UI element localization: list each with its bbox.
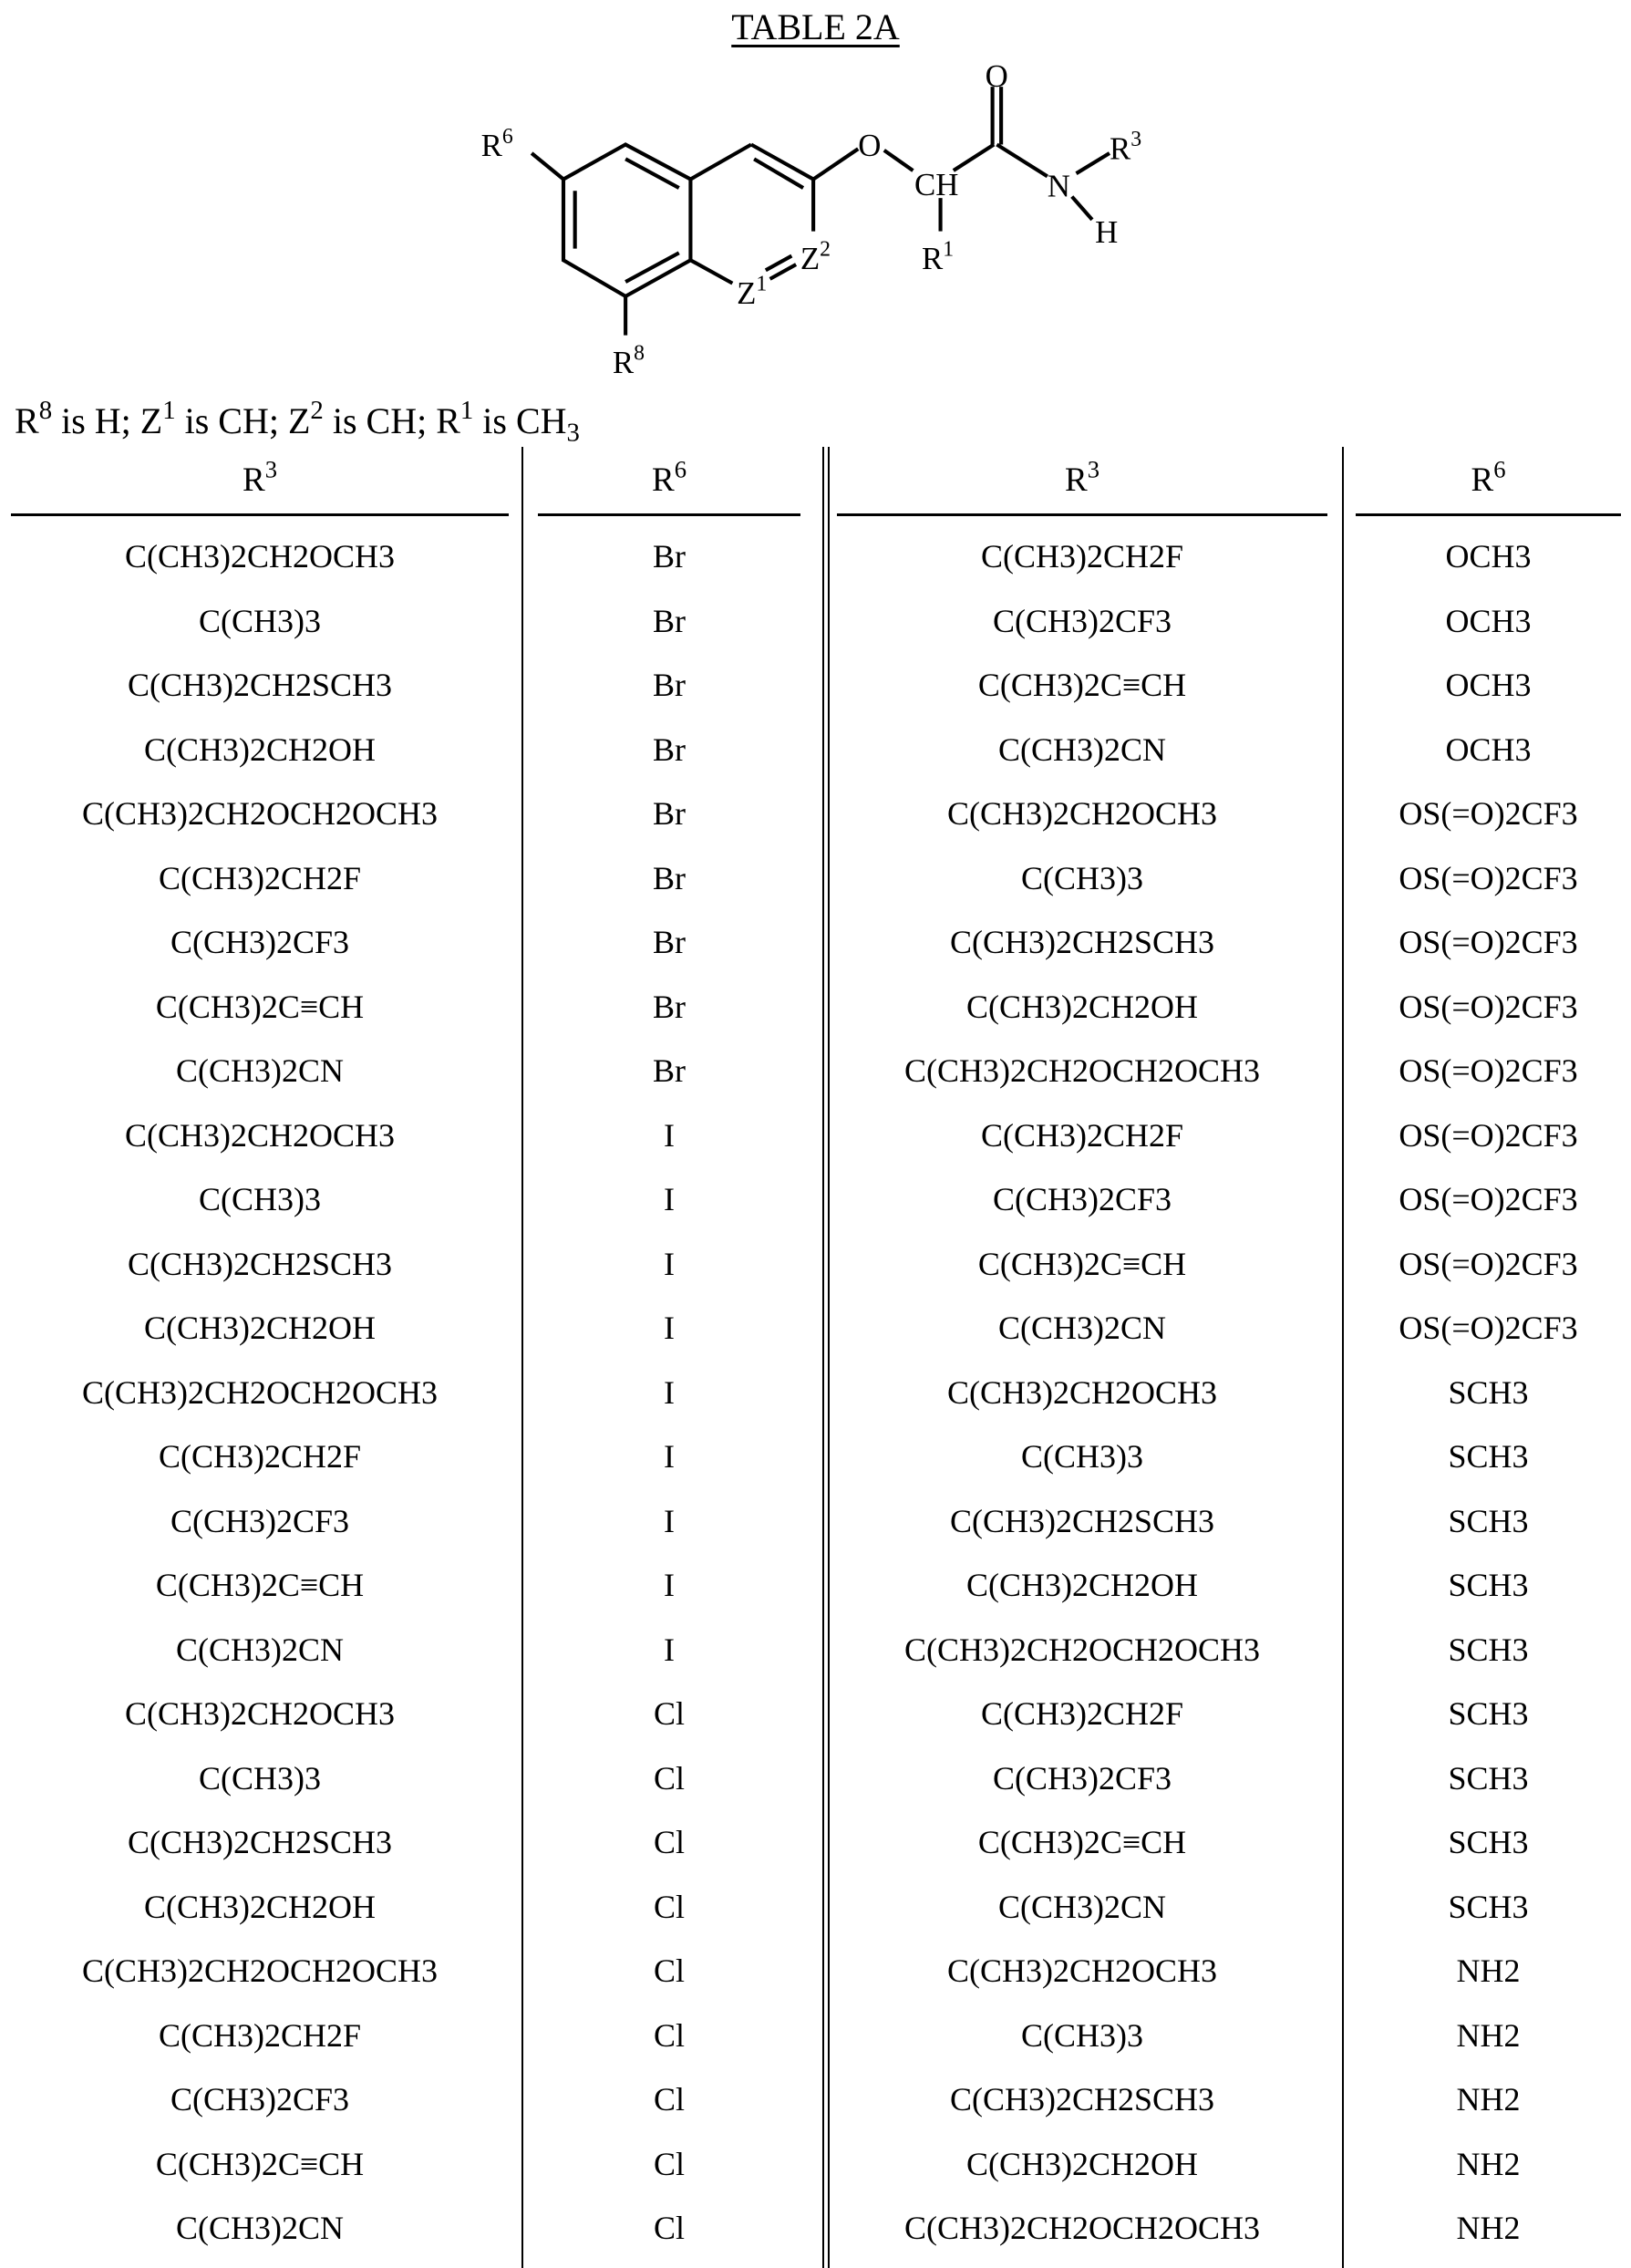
cell-r3-right: C(CH3)2CH2SCH3 [837,910,1327,974]
cell-r6-left: I [538,1618,800,1682]
cell-r6-left: I [538,1296,800,1360]
cell-r3-right: C(CH3)2CH2OCH3 [837,1361,1327,1424]
cell-r3-right: C(CH3)2CH2OCH2OCH3 [837,1039,1327,1103]
cell-r6-right: SCH3 [1356,1746,1621,1810]
cell-r6-left: I [538,1167,800,1231]
cell-r3-right: C(CH3)2C≡CH [837,1810,1327,1874]
cell-r3-left: C(CH3)2CF3 [11,910,509,974]
label-r8: R8 [613,342,645,380]
cell-r3-left: C(CH3)3 [11,589,509,653]
cell-r3-right: C(CH3)2CN [837,718,1327,782]
header-r3-left: R3 [11,461,509,500]
cell-r3-left: C(CH3)2CH2OCH2OCH3 [11,1361,509,1424]
cell-r6-left: I [538,1489,800,1553]
cell-r6-right: OS(=O)2CF3 [1356,782,1621,845]
cell-r6-left: Cl [538,1746,800,1810]
cell-r6-left: Cl [538,1875,800,1939]
cell-r6-left: Cl [538,2067,800,2131]
cell-r3-right: C(CH3)3 [837,1424,1327,1488]
condition-text: R8 is H; Z1 is CH; Z2 is CH; R1 is CH3 [15,399,580,442]
cell-r3-right: C(CH3)2CH2OCH2OCH3 [837,2196,1327,2260]
cell-r3-right: C(CH3)2CH2F [837,524,1327,588]
cell-r6-right: OCH3 [1356,589,1621,653]
cell-r6-right: OS(=O)2CF3 [1356,1232,1621,1296]
cell-r6-right: NH2 [1356,2004,1621,2067]
label-n: N [1048,169,1070,204]
cell-r3-right: C(CH3)2CH2OCH2OCH3 [837,1618,1327,1682]
cell-r6-left: Cl [538,1939,800,2003]
cell-r6-right: OS(=O)2CF3 [1356,910,1621,974]
cell-r3-left: C(CH3)3 [11,1167,509,1231]
cell-r3-right: C(CH3)2CH2F [837,1682,1327,1745]
cell-r6-left: I [538,1103,800,1167]
cell-r6-left: Cl [538,1810,800,1874]
header-rule [1356,513,1621,516]
cell-r3-left: C(CH3)2CH2OH [11,718,509,782]
cell-r6-right: OCH3 [1356,524,1621,588]
cell-r3-left: C(CH3)2CH2SCH3 [11,653,509,717]
cell-r3-left: C(CH3)2CH2OH [11,1875,509,1939]
cell-r3-left: C(CH3)2CH2OCH2OCH3 [11,1939,509,2003]
cell-r6-left: Cl [538,2196,800,2260]
label-ch: CH [914,167,958,202]
cell-r3-left: C(CH3)2CH2OH [11,1296,509,1360]
cell-r3-right: C(CH3)3 [837,2004,1327,2067]
cell-r6-left: Br [538,782,800,845]
cell-r3-left: C(CH3)2CH2OCH3 [11,1103,509,1167]
cell-r3-right: C(CH3)2C≡CH [837,653,1327,717]
cell-r6-left: Br [538,524,800,588]
cell-r3-right: C(CH3)2CH2OCH3 [837,1939,1327,2003]
cell-r6-left: Br [538,975,800,1039]
column-divider-double-b [828,447,830,2268]
cell-r6-left: I [538,1361,800,1424]
cell-r3-left: C(CH3)2CH2F [11,846,509,910]
cell-r3-right: C(CH3)2CH2OCH3 [837,782,1327,845]
table-title: TABLE 2A [0,5,1631,48]
cell-r6-right: OS(=O)2CF3 [1356,1296,1621,1360]
cell-r3-left: C(CH3)2CH2OCH3 [11,524,509,588]
header-rule [538,513,800,516]
cell-r3-left: C(CH3)2CH2OCH3 [11,1682,509,1745]
cell-r3-left: C(CH3)3 [11,1746,509,1810]
cell-r6-right: SCH3 [1356,1810,1621,1874]
cell-r6-left: I [538,1424,800,1488]
cell-r3-right: C(CH3)2CH2OH [837,2132,1327,2196]
cell-r3-left: C(CH3)2C≡CH [11,2132,509,2196]
cell-r3-right: C(CH3)2CN [837,1296,1327,1360]
cell-r6-right: SCH3 [1356,1361,1621,1424]
cell-r6-left: Br [538,653,800,717]
cell-r6-right: OCH3 [1356,653,1621,717]
cell-r6-left: Cl [538,1682,800,1745]
cell-r3-right: C(CH3)2CH2SCH3 [837,2067,1327,2131]
cell-r3-left: C(CH3)2CH2F [11,2004,509,2067]
cell-r6-right: NH2 [1356,2196,1621,2260]
cell-r3-right: C(CH3)2CN [837,1875,1327,1939]
cell-r3-left: C(CH3)2CH2SCH3 [11,1810,509,1874]
cell-r3-left: C(CH3)2CF3 [11,2067,509,2131]
cell-r3-left: C(CH3)2CH2F [11,1424,509,1488]
label-r1: R1 [922,238,954,276]
cell-r3-left: C(CH3)2C≡CH [11,1553,509,1617]
label-h: H [1095,214,1118,250]
benzene-ring [563,145,690,296]
header-r6-right: R6 [1356,461,1621,500]
column-divider [521,447,523,2268]
cell-r6-right: SCH3 [1356,1682,1621,1745]
cell-r6-right: SCH3 [1356,1424,1621,1488]
cell-r3-right: C(CH3)2CF3 [837,1167,1327,1231]
cell-r6-right: SCH3 [1356,1618,1621,1682]
header-rule [837,513,1327,516]
cell-r3-left: C(CH3)2CH2OCH2OCH3 [11,782,509,845]
cell-r6-left: Br [538,846,800,910]
cell-r6-right: OS(=O)2CF3 [1356,975,1621,1039]
cell-r3-left: C(CH3)2C≡CH [11,975,509,1039]
cell-r3-left: C(CH3)2CN [11,2196,509,2260]
cell-r3-right: C(CH3)2C≡CH [837,1232,1327,1296]
header-rule [11,513,509,516]
label-o-carbonyl: O [986,58,1008,94]
cell-r6-left: Br [538,910,800,974]
cell-r6-left: Cl [538,2132,800,2196]
label-r3: R3 [1110,128,1141,166]
cell-r6-right: OCH3 [1356,718,1621,782]
cell-r6-right: OS(=O)2CF3 [1356,1167,1621,1231]
cell-r6-right: OS(=O)2CF3 [1356,846,1621,910]
cell-r3-right: C(CH3)2CH2F [837,1103,1327,1167]
label-o-ether: O [858,128,881,163]
cell-r6-left: I [538,1553,800,1617]
cell-r6-right: OS(=O)2CF3 [1356,1103,1621,1167]
label-z2: Z2 [800,238,831,276]
cell-r6-right: NH2 [1356,1939,1621,2003]
cell-r3-right: C(CH3)2CH2SCH3 [837,1489,1327,1553]
cell-r3-right: C(CH3)2CH2OH [837,1553,1327,1617]
cell-r3-right: C(CH3)3 [837,846,1327,910]
cell-r3-right: C(CH3)2CF3 [837,1746,1327,1810]
cell-r6-right: NH2 [1356,2067,1621,2131]
header-r3-right: R3 [837,461,1327,500]
cell-r6-left: Br [538,1039,800,1103]
cell-r3-left: C(CH3)2CN [11,1618,509,1682]
cell-r6-right: NH2 [1356,2132,1621,2196]
cell-r6-right: OS(=O)2CF3 [1356,1039,1621,1103]
cell-r6-left: I [538,1232,800,1296]
cell-r6-left: Br [538,589,800,653]
cell-r6-left: Cl [538,2004,800,2067]
chemical-structure-diagram [0,0,1631,383]
cell-r3-left: C(CH3)2CH2SCH3 [11,1232,509,1296]
cell-r3-left: C(CH3)2CN [11,1039,509,1103]
column-divider-double-a [822,447,824,2268]
cell-r3-right: C(CH3)2CH2OH [837,975,1327,1039]
label-z1: Z1 [737,273,767,311]
cell-r6-left: Br [538,718,800,782]
cell-r6-right: SCH3 [1356,1553,1621,1617]
header-r6-left: R6 [538,461,800,500]
label-r6: R6 [481,125,513,163]
cell-r3-right: C(CH3)2CF3 [837,589,1327,653]
cell-r3-left: C(CH3)2CF3 [11,1489,509,1553]
column-divider [1342,447,1344,2268]
cell-r6-right: SCH3 [1356,1489,1621,1553]
cell-r6-right: SCH3 [1356,1875,1621,1939]
